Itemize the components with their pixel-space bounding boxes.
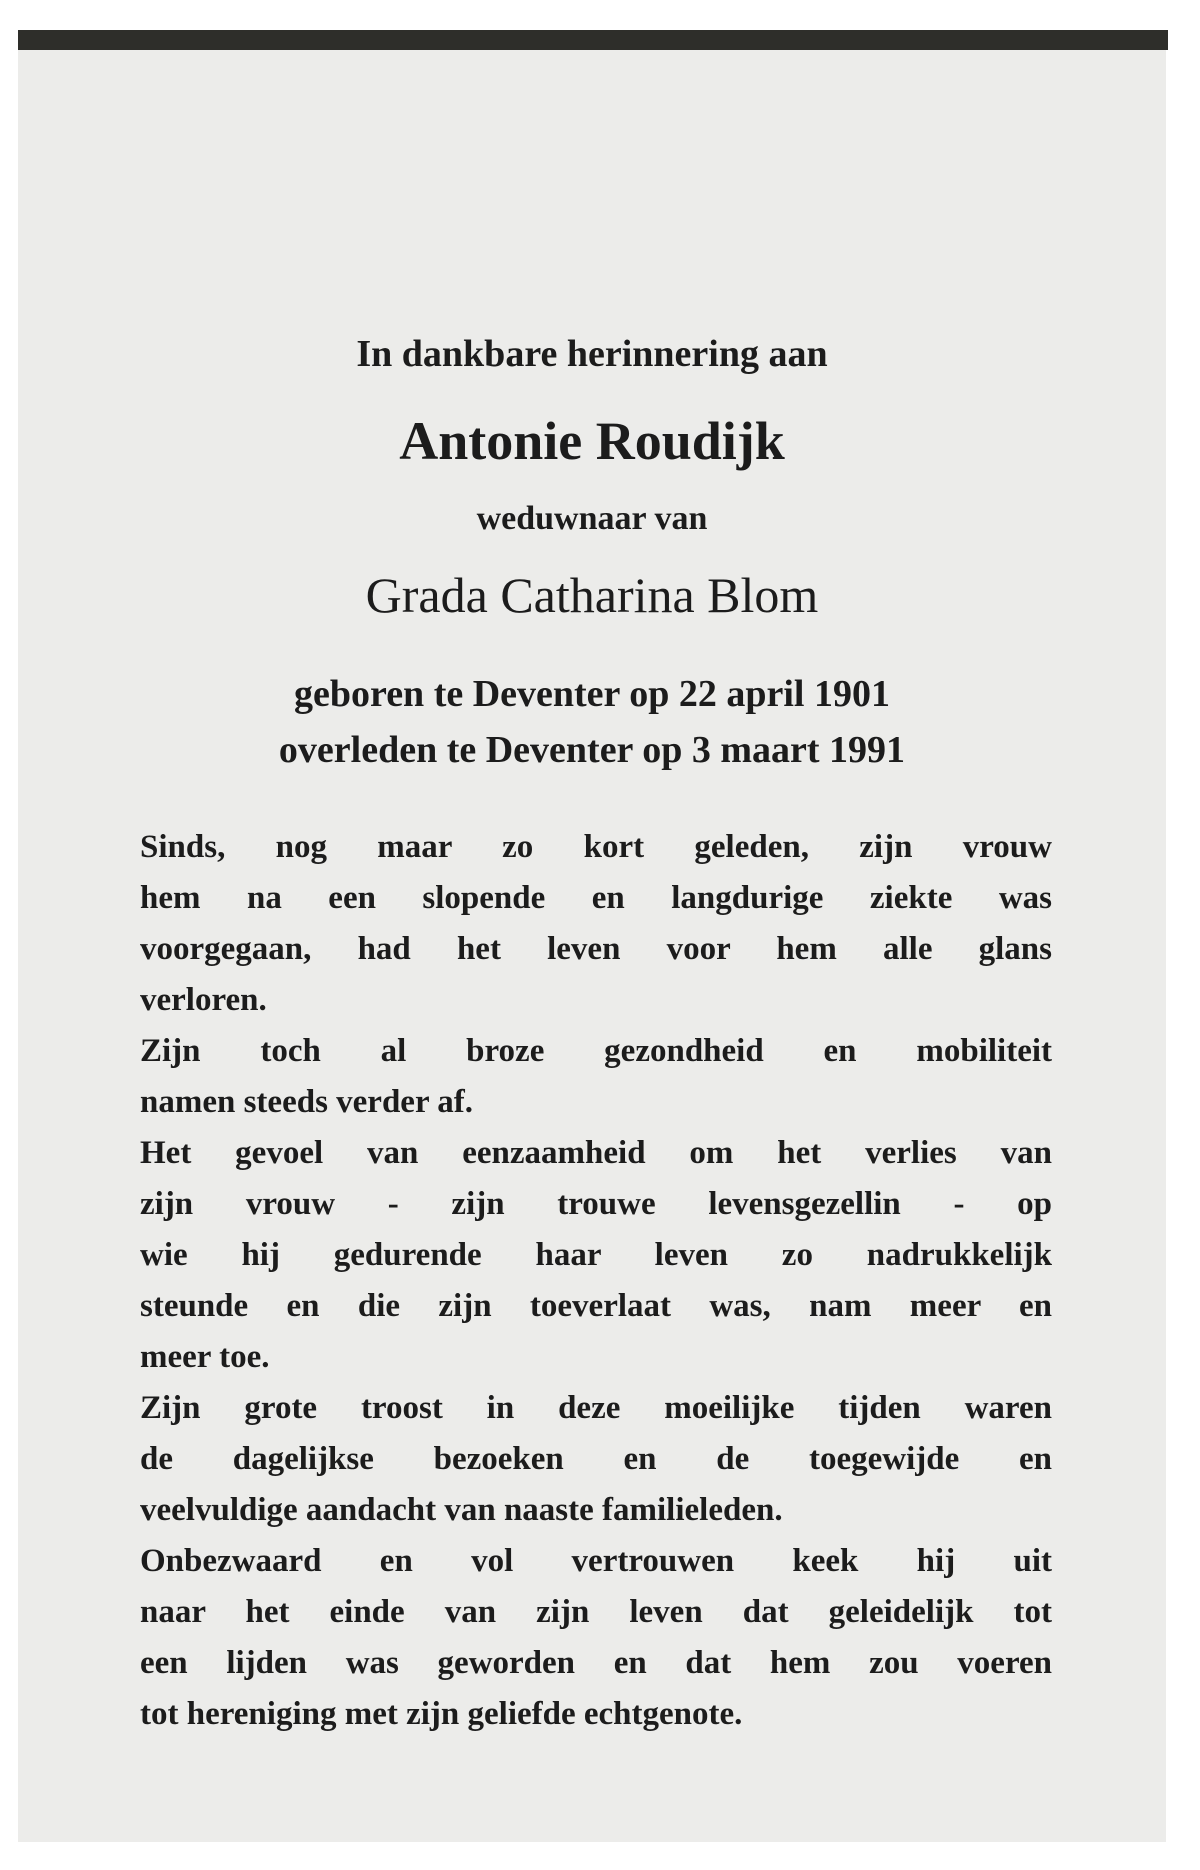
death-line: overleden te Deventer op 3 maart 1991	[278, 729, 906, 771]
text-line: wie hij gedurende haar leven zo nadrukkelijk	[140, 1237, 1052, 1273]
text-line: meer toe.	[140, 1339, 270, 1375]
text-line: zijn vrouw - zijn trouwe levensgezellin - op	[140, 1186, 1052, 1222]
text-line: een lijden was geworden en dat hem zou voeren	[140, 1645, 1052, 1681]
deceased-name: Antonie Roudijk	[399, 411, 785, 471]
text-line: tot hereniging met zijn geliefde echtgenote.	[140, 1696, 743, 1732]
text-line: veelvuldige aandacht van naaste familieleden.	[140, 1492, 783, 1528]
birth-line: geboren te Deventer op 22 april 1901	[294, 673, 890, 715]
top-black-band	[18, 30, 1168, 50]
text-line: hem na een slopende en langdurige ziekte was	[140, 880, 1052, 916]
text-line: voorgegaan, had het leven voor hem alle glans	[140, 931, 1052, 967]
text-line: Onbezwaard en vol vertrouwen keek hij uit	[140, 1543, 1052, 1579]
text-line: verloren.	[140, 982, 267, 1018]
relation-text: weduwnaar van	[476, 500, 708, 537]
text-line: Zijn grote troost in deze moeilijke tijden waren	[140, 1390, 1052, 1426]
spouse-name: Grada Catharina Blom	[365, 567, 819, 623]
text-line: Het gevoel van eenzaamheid om het verlies van	[140, 1135, 1052, 1171]
text-line: namen steeds verder af.	[140, 1084, 473, 1120]
memorial-text	[140, 822, 1052, 1740]
text-line: de dagelijkse bezoeken en de toegewijde en	[140, 1441, 1052, 1477]
intro-text: In dankbare herinnering aan	[356, 333, 828, 375]
text-line: naar het einde van zijn leven dat geleidelijk tot	[140, 1594, 1052, 1630]
text-line: Zijn toch al broze gezondheid en mobiliteit	[140, 1033, 1052, 1069]
text-line: Sinds, nog maar zo kort geleden, zijn vrouw	[140, 829, 1052, 865]
text-line: steunde en die zijn toeverlaat was, nam meer en	[140, 1288, 1052, 1324]
